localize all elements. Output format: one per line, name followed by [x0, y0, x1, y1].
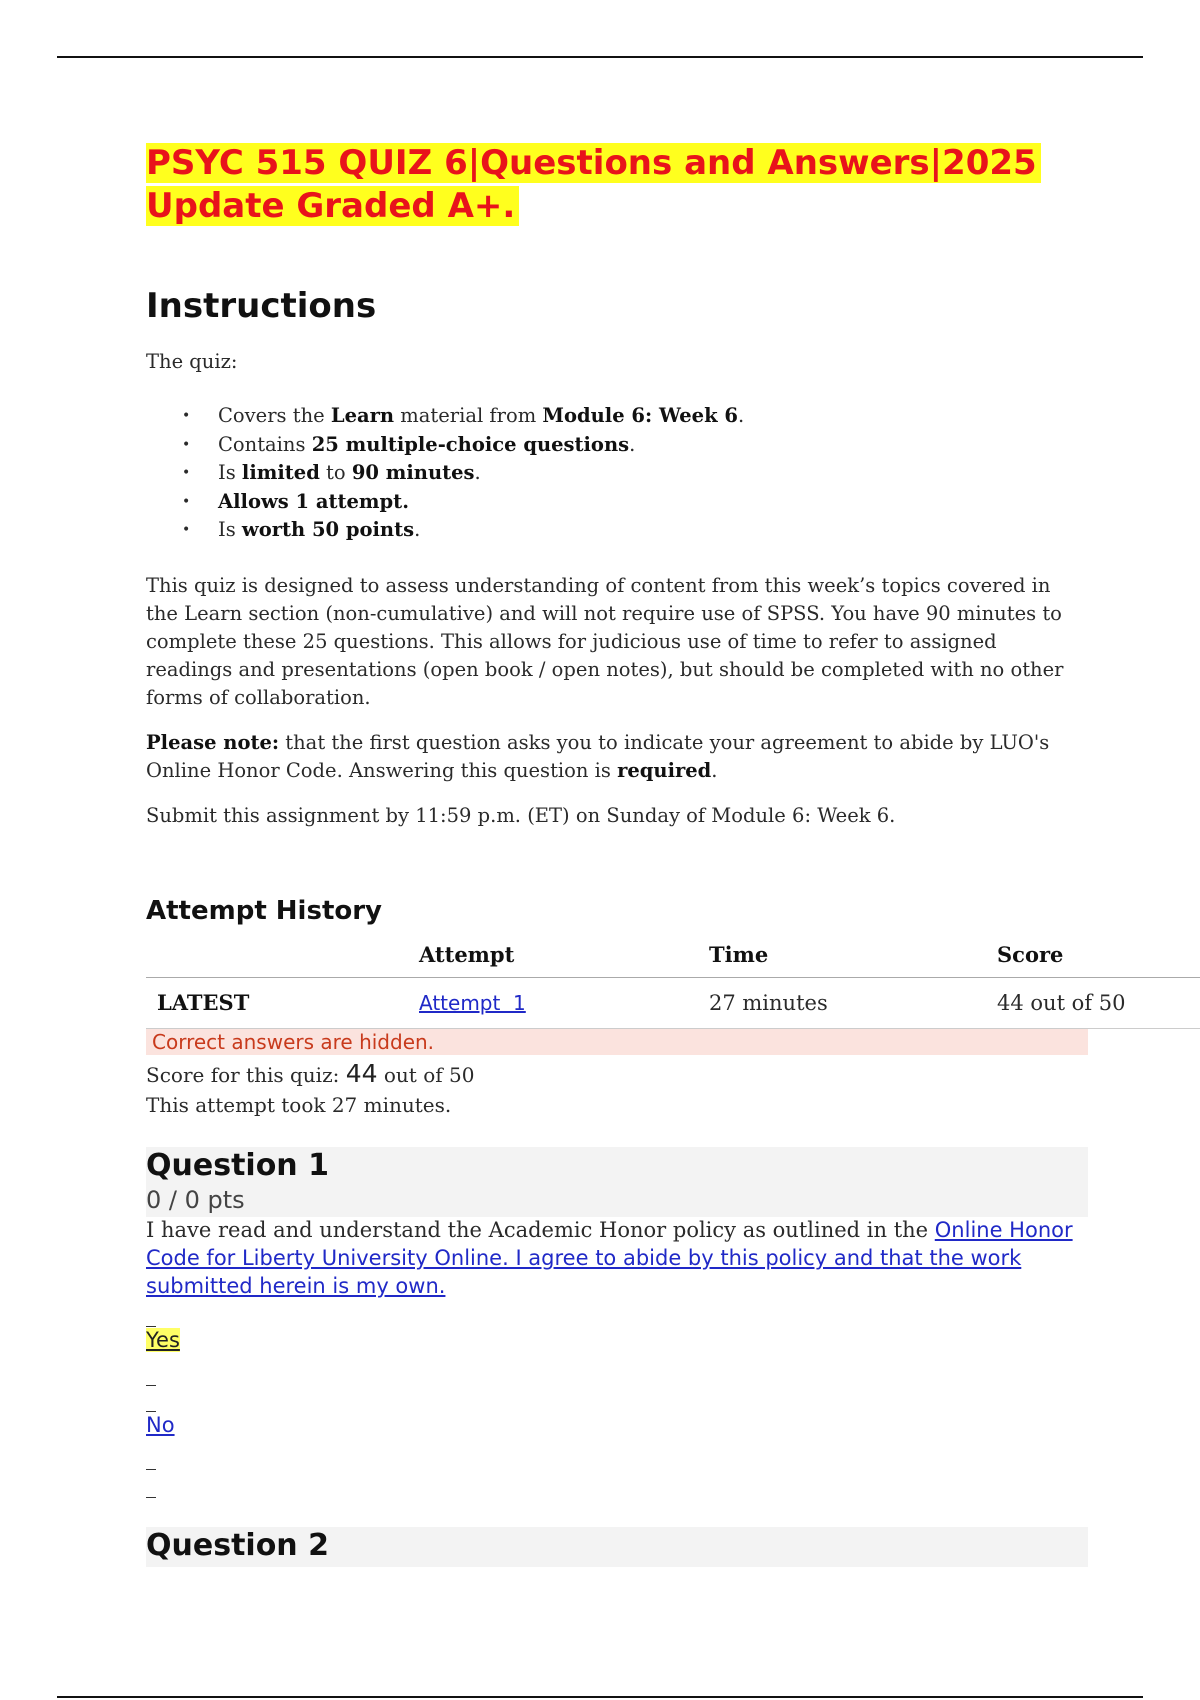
bottom-rule: [57, 1696, 1143, 1698]
question-1-header: [146, 1147, 1088, 1217]
option-marker: [146, 1469, 156, 1470]
answer-option-no[interactable]: No: [146, 1413, 175, 1437]
quiz-score-line: Score for this quiz: 44 out of 50: [146, 1059, 475, 1088]
list-item: • Allows 1 attempt.: [218, 488, 744, 517]
document-title: PSYC 515 QUIZ 6|Questions and Answers|2025 Update Graded A+.: [146, 142, 1146, 228]
list-item: • Is limited to 90 minutes.: [218, 459, 744, 488]
quiz-description: This quiz is designed to assess understanding of content from this week’s topics covered in the Learn section (non-cumulative) and will not require use of SPSS. You have 90 minutes to complete these 25 questions. This allows for judicious use of time to refer to assigned readings and presentations (open book / open notes), but should be completed with no other forms of collaboration.: [146, 574, 1064, 709]
honor-note: Please note: that the first question asks you to indicate your agreement to abide by LUO's Online Honor Code. Answering this question is required.: [146, 731, 1050, 782]
quiz-intro: The quiz:: [146, 350, 238, 373]
table-header: [146, 932, 1200, 978]
answer-option-yes[interactable]: Yes: [146, 1328, 180, 1352]
attempt-link-cell: [419, 978, 526, 1028]
question-1-points: 0 / 0 pts: [146, 1186, 245, 1214]
quiz-details-list: [218, 402, 744, 545]
attempt-history-table: [146, 932, 1200, 1029]
column-header-attempt: Attempt: [419, 942, 515, 967]
list-item: • Covers the Learn material from Module 6: Week 6.: [218, 402, 744, 431]
top-rule: [57, 56, 1143, 58]
attempt-score: 44 out of 50: [997, 991, 1126, 1015]
list-item: • Contains 25 multiple-choice questions.: [218, 431, 744, 460]
submit-deadline: Submit this assignment by 11:59 p.m. (ET) on Sunday of Module 6: Week 6.: [146, 804, 896, 827]
attempt-1-link[interactable]: Attempt 1: [419, 991, 526, 1015]
column-header-score: Score: [997, 942, 1064, 967]
option-marker: [146, 1497, 156, 1498]
question-1-title: Question 1: [146, 1148, 329, 1183]
attempt-time: 27 minutes: [709, 991, 828, 1015]
instructions-heading: Instructions: [146, 286, 377, 326]
question-2-header: [146, 1527, 1088, 1567]
list-item: • Is worth 50 points.: [218, 516, 744, 545]
option-marker: [146, 1385, 156, 1386]
question-1-text: I have read and understand the Academic Honor policy as outlined in the Online Honor Code for Liberty University Online. I agree to abide by this policy and that the work submitted herein is my own.: [146, 1218, 1073, 1298]
honor-code-link[interactable]: Online Honor Code for Liberty University Online. I agree to abide by this policy and that the work submitted herein is my own.: [146, 1218, 1073, 1298]
question-2-title: Question 2: [146, 1528, 329, 1563]
table-row: [146, 978, 1200, 1029]
answers-hidden-notice: Correct answers are hidden.: [146, 1029, 1088, 1055]
attempt-duration: This attempt took 27 minutes.: [146, 1093, 452, 1117]
option-marker: [146, 1326, 156, 1327]
column-header-time: Time: [709, 942, 769, 967]
option-marker: [146, 1411, 156, 1412]
latest-label: LATEST: [157, 990, 250, 1015]
score-value: 44: [345, 1059, 378, 1088]
attempt-history-heading: Attempt History: [146, 896, 383, 926]
